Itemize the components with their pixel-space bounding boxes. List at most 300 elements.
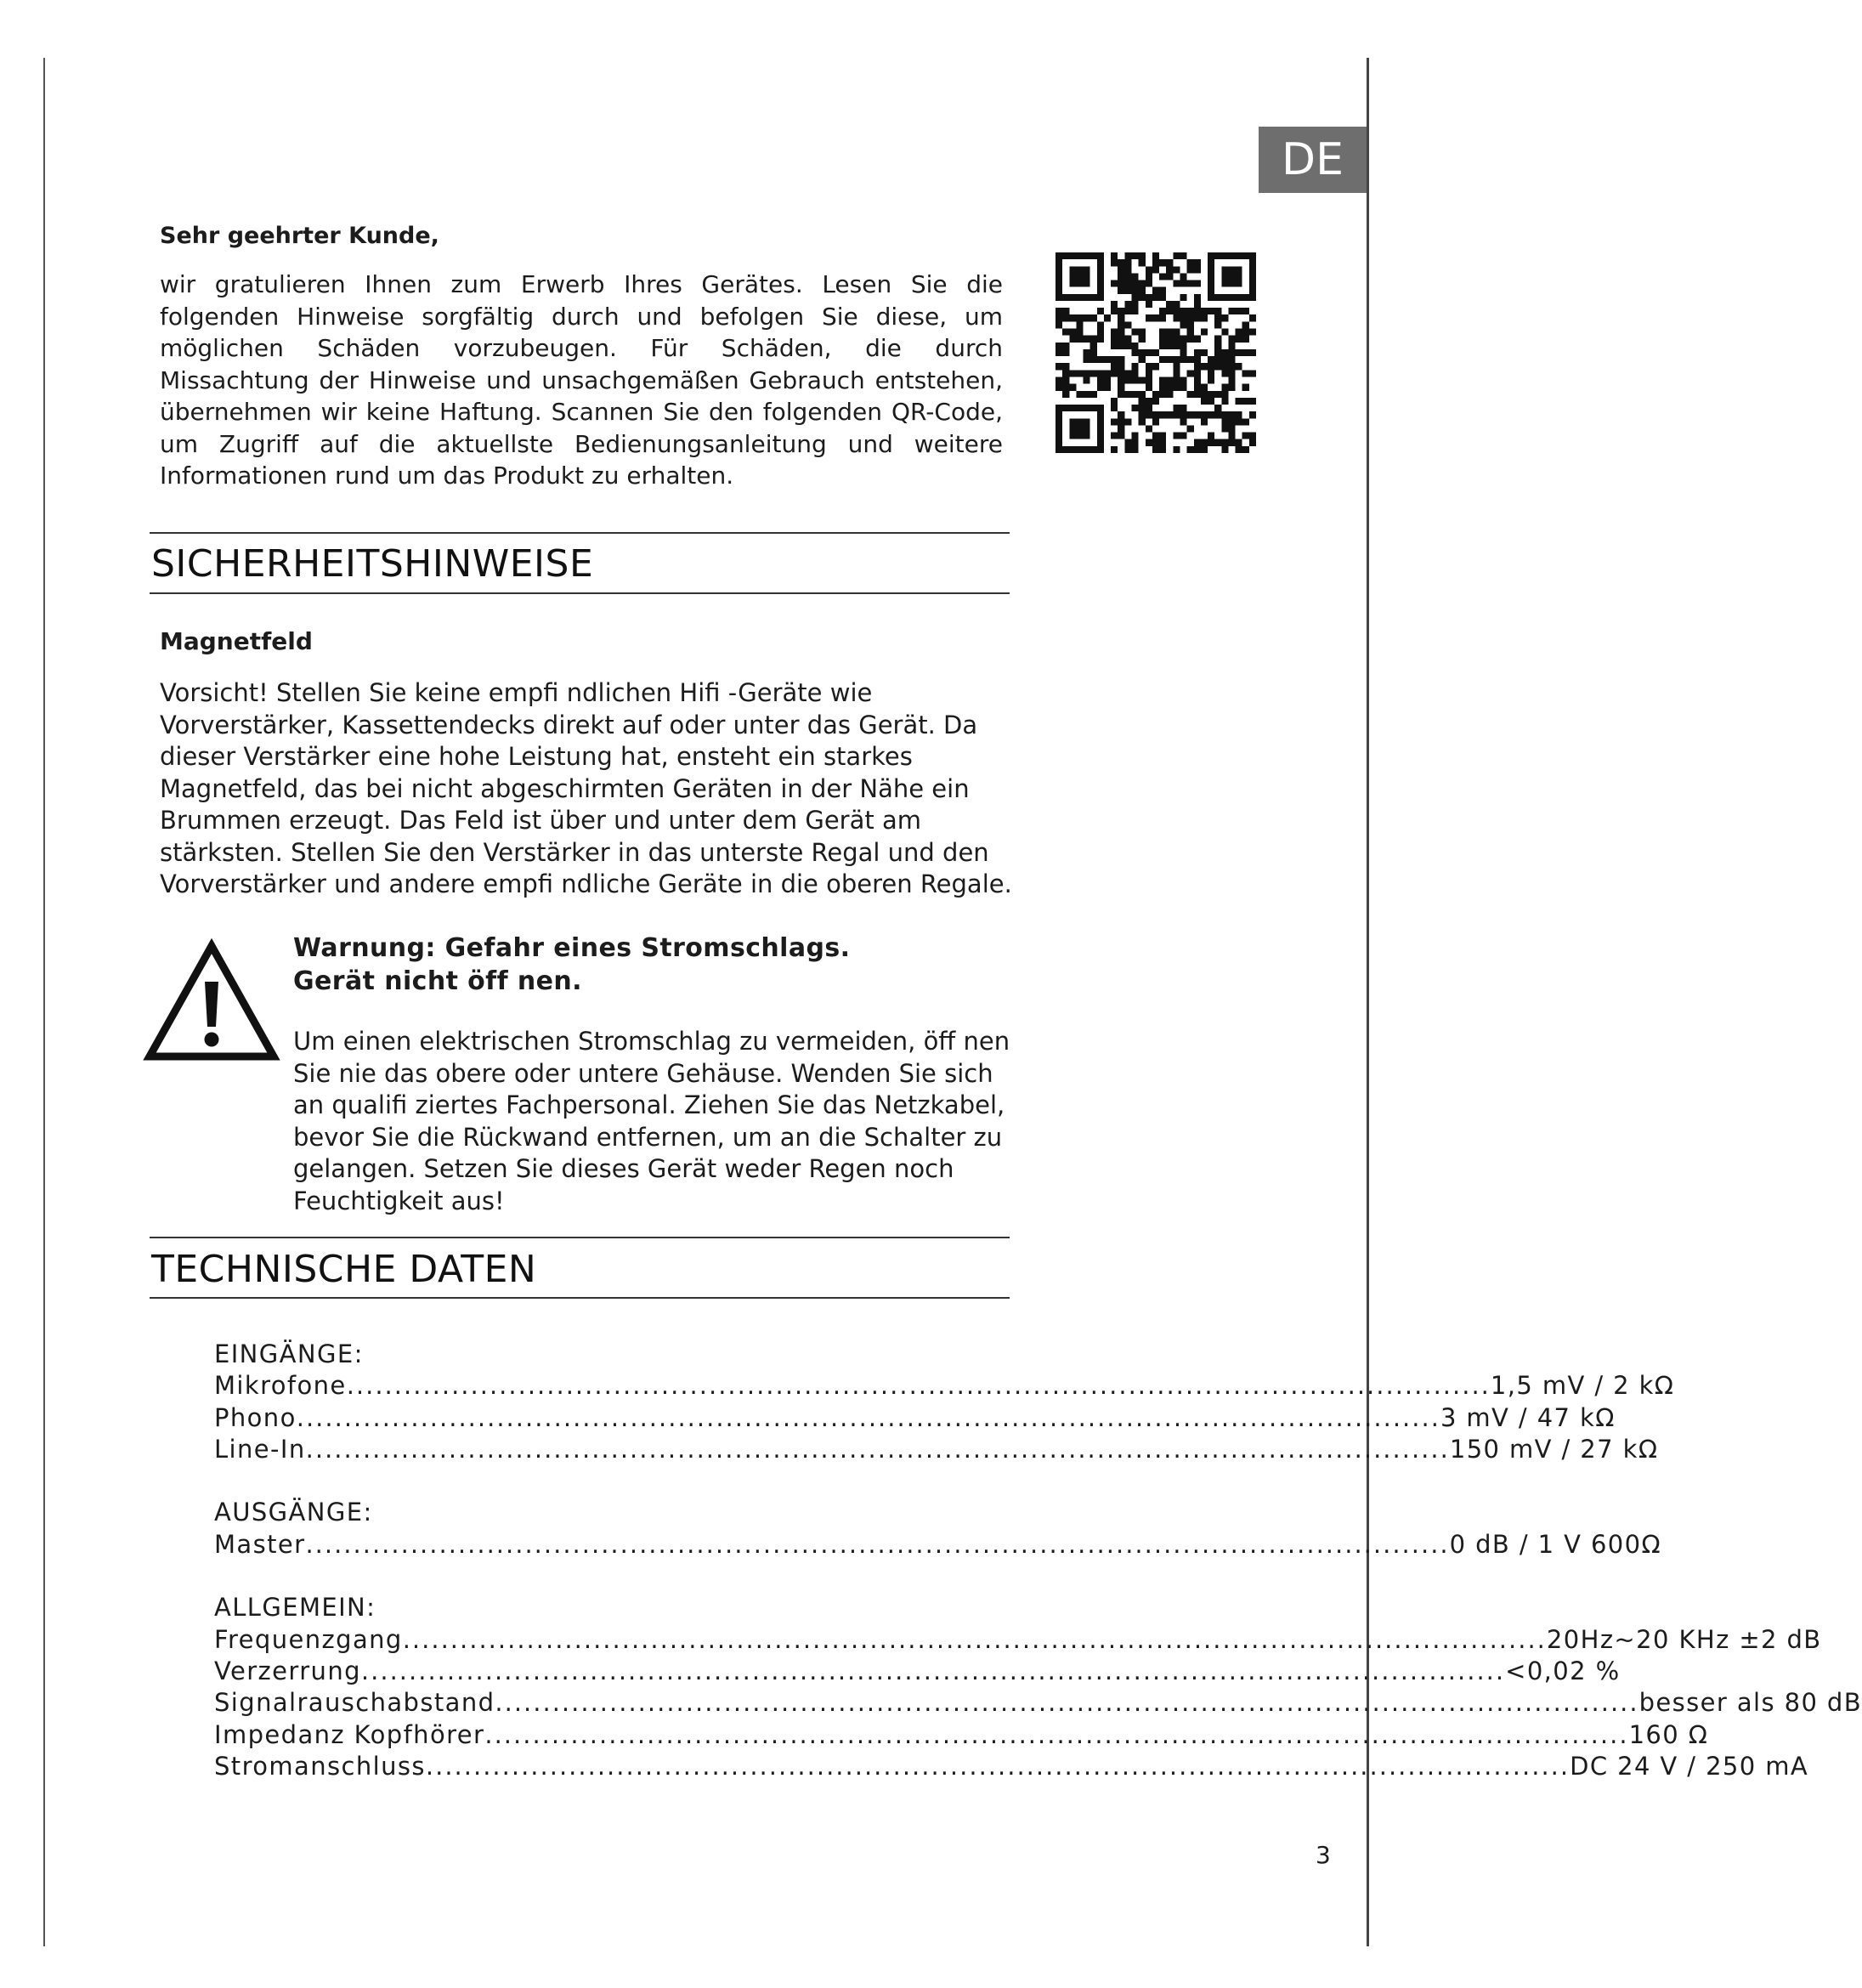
qr-module: [1132, 377, 1139, 383]
qr-module: [1069, 336, 1076, 343]
qr-module: [1139, 356, 1146, 363]
qr-module: [1159, 259, 1166, 266]
warning-line-2: Gerät nicht öff nen.: [293, 966, 582, 996]
qr-module: [1097, 308, 1104, 314]
qr-module: [1173, 314, 1180, 321]
qr-module: [1159, 329, 1166, 336]
qr-module: [1111, 363, 1118, 370]
qr-module: [1139, 287, 1146, 294]
qr-module: [1132, 329, 1139, 336]
qr-module: [1062, 314, 1069, 321]
spec-value: 150 mV / 27 kΩ: [1449, 1434, 1659, 1464]
qr-module: [1104, 356, 1111, 363]
qr-module: [1111, 356, 1118, 363]
qr-module: [1146, 273, 1152, 280]
qr-module: [1124, 377, 1131, 383]
qr-module: [1139, 405, 1146, 411]
qr-module: [1236, 446, 1242, 453]
safety-section-title: SICHERHEITSHINWEISE: [151, 542, 594, 586]
qr-module: [1132, 349, 1139, 356]
spec-value: 3 mV / 47 kΩ: [1440, 1402, 1616, 1432]
qr-module: [1132, 273, 1139, 280]
qr-module: [1152, 363, 1159, 370]
qr-module: [1228, 356, 1235, 363]
qr-module: [1194, 266, 1201, 273]
spec-row: [214, 1751, 1809, 1782]
spec-group-heading: ALLGEMEIN:: [214, 1593, 376, 1623]
qr-module: [1056, 377, 1062, 383]
qr-module: [1146, 301, 1152, 308]
qr-module: [1187, 308, 1194, 314]
qr-module: [1221, 314, 1228, 321]
qr-module: [1236, 418, 1242, 425]
qr-module: [1097, 384, 1104, 391]
qr-module: [1111, 398, 1118, 405]
spec-leader: ........................................................................................................................: [305, 1434, 1450, 1464]
qr-module: [1214, 439, 1221, 446]
qr-module: [1152, 411, 1159, 418]
qr-module: [1152, 439, 1159, 446]
qr-module: [1062, 308, 1069, 314]
qr-module: [1139, 391, 1146, 398]
qr-module: [1139, 349, 1146, 356]
qr-module: [1201, 329, 1208, 336]
spec-leader: ........................................................................................................................: [484, 1719, 1629, 1749]
qr-module: [1208, 391, 1214, 398]
spec-label: Stromanschluss: [214, 1751, 426, 1781]
qr-module: [1180, 384, 1186, 391]
qr-module: [1249, 398, 1256, 405]
qr-module: [1201, 349, 1208, 356]
qr-module: [1201, 363, 1208, 370]
qr-module: [1228, 377, 1235, 383]
qr-module: [1166, 343, 1173, 349]
qr-module: [1146, 349, 1152, 356]
qr-module: [1118, 314, 1124, 321]
qr-module: [1228, 425, 1235, 432]
qr-module: [1242, 329, 1249, 336]
qr-module: [1056, 308, 1062, 314]
qr-code[interactable]: [1056, 252, 1256, 453]
qr-module: [1214, 336, 1221, 343]
qr-module: [1194, 259, 1201, 266]
qr-module: [1152, 433, 1159, 439]
qr-module: [1124, 343, 1131, 349]
qr-module: [1097, 370, 1104, 377]
qr-module: [1146, 384, 1152, 391]
spec-label: Phono: [214, 1402, 297, 1432]
qr-module: [1111, 280, 1118, 287]
qr-module: [1076, 336, 1083, 343]
qr-module: [1249, 370, 1256, 377]
qr-module: [1173, 446, 1180, 453]
qr-module: [1242, 321, 1249, 328]
spec-value: 20Hz~20 KHz ±2 dB: [1546, 1624, 1822, 1654]
qr-module: [1090, 336, 1097, 343]
qr-module: [1214, 343, 1221, 349]
qr-module: [1221, 411, 1228, 418]
section-rule-top: [150, 1237, 1010, 1238]
qr-module: [1139, 294, 1146, 301]
qr-module: [1180, 356, 1186, 363]
qr-module: [1124, 439, 1131, 446]
spec-leader: ........................................................................................................................: [402, 1624, 1547, 1654]
spec-value: <0,02 %: [1505, 1656, 1621, 1685]
qr-module: [1236, 411, 1242, 418]
qr-module: [1214, 308, 1221, 314]
qr-module: [1194, 363, 1201, 370]
qr-module: [1104, 370, 1111, 377]
qr-module: [1187, 329, 1194, 336]
qr-module: [1118, 259, 1124, 266]
qr-module: [1084, 349, 1090, 356]
qr-module: [1146, 266, 1152, 273]
qr-module: [1180, 349, 1186, 356]
page-border-left: [43, 58, 45, 1946]
qr-module: [1173, 343, 1180, 349]
qr-module: [1056, 343, 1062, 349]
spec-label: Verzerrung: [214, 1656, 361, 1685]
qr-module: [1187, 336, 1194, 343]
qr-module: [1124, 252, 1131, 259]
qr-module: [1139, 418, 1146, 425]
qr-module: [1159, 446, 1166, 453]
qr-module: [1084, 314, 1090, 321]
qr-module: [1228, 384, 1235, 391]
qr-module: [1221, 398, 1228, 405]
qr-module: [1159, 294, 1166, 301]
section-rule-bottom: [150, 1297, 1010, 1299]
greeting: Sehr geehrter Kunde,: [160, 223, 439, 249]
qr-module: [1152, 314, 1159, 321]
qr-module: [1084, 370, 1090, 377]
qr-module: [1124, 370, 1131, 377]
qr-module: [1221, 439, 1228, 446]
qr-module: [1221, 425, 1228, 432]
qr-module: [1180, 411, 1186, 418]
qr-module: [1228, 418, 1235, 425]
qr-module: [1180, 377, 1186, 383]
qr-module: [1159, 343, 1166, 349]
qr-module: [1214, 314, 1221, 321]
qr-module: [1194, 280, 1201, 287]
spec-group-heading: EINGÄNGE:: [214, 1339, 364, 1368]
qr-module: [1132, 287, 1139, 294]
spec-value: 160 Ω: [1628, 1719, 1709, 1749]
qr-module: [1201, 411, 1208, 418]
qr-module: [1228, 370, 1235, 377]
qr-module: [1139, 336, 1146, 343]
qr-module: [1249, 314, 1256, 321]
qr-module: [1118, 418, 1124, 425]
qr-module: [1069, 384, 1076, 391]
spec-group-heading: AUSGÄNGE:: [214, 1498, 373, 1527]
qr-module: [1152, 398, 1159, 405]
qr-module: [1180, 294, 1186, 301]
qr-module: [1173, 266, 1180, 273]
spec-label: Line-In: [214, 1434, 306, 1464]
qr-module: [1173, 411, 1180, 418]
qr-module: [1097, 377, 1104, 383]
qr-module: [1249, 439, 1256, 446]
spec-row: [214, 1624, 1822, 1656]
qr-module: [1242, 398, 1249, 405]
qr-module: [1152, 266, 1159, 273]
spec-row: [214, 1656, 1621, 1687]
qr-module: [1152, 287, 1159, 294]
qr-module: [1187, 280, 1194, 287]
qr-module: [1097, 336, 1104, 343]
spec-row: [214, 1434, 1659, 1465]
qr-module: [1214, 411, 1221, 418]
qr-module: [1180, 314, 1186, 321]
qr-module: [1228, 308, 1235, 314]
qr-module: [1236, 363, 1242, 370]
qr-module: [1111, 259, 1118, 266]
language-tab: DE: [1259, 127, 1367, 193]
qr-module: [1221, 349, 1228, 356]
qr-module: [1139, 377, 1146, 383]
qr-module: [1118, 377, 1124, 383]
qr-module: [1090, 356, 1097, 363]
warning-text: Um einen elektrischen Stromschlag zu vermeiden, öff nen Sie nie das obere oder untere Gehäuse. Wenden Sie sich an qualifi ziertes Fachpersonal. Ziehen Sie das Netzkabel, bevor Sie die Rückwand entfernen, um an die Schalter zu gelangen. Setzen Sie dieses Gerät weder Regen noch Feuchtigkeit aus!: [293, 1027, 1010, 1215]
qr-module: [1228, 363, 1235, 370]
qr-module: [1118, 411, 1124, 418]
qr-module: [1236, 329, 1242, 336]
qr-module: [1166, 266, 1173, 273]
qr-module: [1062, 349, 1069, 356]
qr-module: [1152, 259, 1159, 266]
qr-module: [1249, 329, 1256, 336]
qr-module: [1132, 363, 1139, 370]
qr-module: [1159, 411, 1166, 418]
qr-module: [1180, 433, 1186, 439]
qr-module: [1166, 384, 1173, 391]
qr-module: [1132, 405, 1139, 411]
qr-module: [1090, 343, 1097, 349]
qr-module: [1146, 398, 1152, 405]
qr-module: [1173, 336, 1180, 343]
qr-module: [1118, 384, 1124, 391]
qr-module: [1132, 252, 1139, 259]
qr-module: [1159, 314, 1166, 321]
qr-module: [1124, 273, 1131, 280]
qr-module: [1194, 356, 1201, 363]
qr-module: [1194, 446, 1201, 453]
qr-module: [1152, 391, 1159, 398]
qr-module: [1228, 433, 1235, 439]
qr-module: [1208, 439, 1214, 446]
qr-module: [1201, 418, 1208, 425]
qr-module: [1132, 446, 1139, 453]
qr-module: [1124, 287, 1131, 294]
qr-module: [1111, 433, 1118, 439]
qr-module: [1139, 411, 1146, 418]
qr-module: [1221, 384, 1228, 391]
qr-module: [1180, 280, 1186, 287]
qr-module: [1111, 343, 1118, 349]
qr-module: [1056, 321, 1062, 328]
qr-module: [1076, 321, 1083, 328]
qr-module: [1166, 259, 1173, 266]
qr-module: [1118, 425, 1124, 432]
qr-module: [1146, 425, 1152, 432]
qr-module: [1139, 329, 1146, 336]
qr-module: [1097, 321, 1104, 328]
qr-module: [1187, 321, 1194, 328]
qr-module: [1118, 363, 1124, 370]
qr-module: [1069, 314, 1076, 321]
qr-module: [1166, 377, 1173, 383]
qr-module: [1146, 377, 1152, 383]
qr-module: [1173, 356, 1180, 363]
qr-module: [1118, 308, 1124, 314]
qr-module: [1208, 433, 1214, 439]
qr-module: [1194, 391, 1201, 398]
qr-module: [1062, 343, 1069, 349]
qr-module: [1132, 343, 1139, 349]
qr-module: [1208, 308, 1214, 314]
qr-module: [1104, 384, 1111, 391]
qr-module: [1173, 405, 1180, 411]
qr-module: [1062, 363, 1069, 370]
qr-module: [1152, 252, 1159, 259]
qr-module: [1118, 370, 1124, 377]
qr-module: [1173, 280, 1180, 287]
qr-module: [1118, 329, 1124, 336]
qr-module: [1069, 329, 1076, 336]
spec-leader: ........................................................................................................................: [305, 1529, 1450, 1559]
qr-module: [1084, 391, 1090, 398]
qr-module: [1173, 308, 1180, 314]
qr-module: [1132, 294, 1139, 301]
qr-module: [1236, 349, 1242, 356]
qr-module: [1084, 356, 1090, 363]
qr-module: [1111, 329, 1118, 336]
tech-section-title: TECHNISCHE DATEN: [151, 1248, 537, 1291]
qr-module: [1228, 349, 1235, 356]
qr-module: [1159, 273, 1166, 280]
qr-module: [1187, 425, 1194, 432]
qr-module: [1221, 356, 1228, 363]
qr-module: [1180, 252, 1186, 259]
qr-module: [1187, 314, 1194, 321]
qr-module: [1228, 439, 1235, 446]
qr-module: [1076, 391, 1083, 398]
qr-module: [1242, 349, 1249, 356]
qr-module: [1228, 343, 1235, 349]
qr-module: [1242, 418, 1249, 425]
qr-module: [1097, 329, 1104, 336]
qr-module: [1249, 433, 1256, 439]
qr-module: [1242, 433, 1249, 439]
spec-leader: ........................................................................................................................: [495, 1688, 1639, 1718]
qr-module: [1111, 446, 1118, 453]
qr-module: [1097, 356, 1104, 363]
spec-label: Mikrofone: [214, 1371, 347, 1401]
spec-row: [214, 1529, 1662, 1560]
qr-module: [1084, 336, 1090, 343]
qr-module: [1132, 280, 1139, 287]
qr-module: [1111, 370, 1118, 377]
spec-leader: ........................................................................................................................: [346, 1371, 1491, 1401]
qr-module: [1201, 314, 1208, 321]
qr-module: [1124, 280, 1131, 287]
qr-module: [1146, 363, 1152, 370]
qr-module: [1090, 349, 1097, 356]
spec-label: Master: [214, 1529, 306, 1559]
qr-module: [1194, 336, 1201, 343]
qr-module: [1166, 391, 1173, 398]
warning-triangle-icon: [143, 939, 280, 1063]
qr-module: [1159, 287, 1166, 294]
qr-module: [1208, 370, 1214, 377]
qr-module: [1118, 273, 1124, 280]
qr-module: [1124, 391, 1131, 398]
qr-module: [1076, 329, 1083, 336]
qr-module: [1187, 356, 1194, 363]
qr-module: [1056, 384, 1062, 391]
qr-module: [1118, 336, 1124, 343]
qr-module: [1194, 301, 1201, 308]
qr-module: [1118, 433, 1124, 439]
qr-module: [1214, 321, 1221, 328]
spec-label: Signalrauschabstand: [214, 1688, 495, 1718]
qr-module: [1132, 370, 1139, 377]
qr-module: [1173, 433, 1180, 439]
section-rule-top: [150, 532, 1010, 534]
spec-label: Frequenzgang: [214, 1624, 403, 1654]
qr-module: [1062, 370, 1069, 377]
qr-module: [1194, 439, 1201, 446]
qr-module: [1062, 329, 1069, 336]
qr-module: [1166, 411, 1173, 418]
qr-module: [1187, 391, 1194, 398]
qr-module: [1221, 391, 1228, 398]
spec-value: 1,5 mV / 2 kΩ: [1490, 1371, 1675, 1401]
qr-module: [1194, 411, 1201, 418]
qr-module: [1132, 439, 1139, 446]
qr-module: [1201, 398, 1208, 405]
warning-line-1: Warnung: Gefahr eines Stromschlags.: [293, 933, 851, 963]
qr-module: [1152, 418, 1159, 425]
qr-module: [1111, 301, 1118, 308]
qr-module: [1214, 391, 1221, 398]
qr-module: [1111, 336, 1118, 343]
spec-value: 0 dB / 1 V 600Ω: [1449, 1529, 1662, 1559]
qr-module: [1242, 446, 1249, 453]
qr-module: [1152, 294, 1159, 301]
qr-module: [1242, 370, 1249, 377]
qr-module: [1124, 266, 1131, 273]
qr-module: [1166, 329, 1173, 336]
qr-module: [1194, 314, 1201, 321]
qr-module: [1173, 384, 1180, 391]
qr-module: [1221, 418, 1228, 425]
qr-module: [1180, 336, 1186, 343]
qr-module: [1146, 314, 1152, 321]
qr-module: [1236, 439, 1242, 446]
spec-value: DC 24 V / 250 mA: [1570, 1751, 1809, 1781]
qr-module: [1132, 391, 1139, 398]
intro-paragraph: wir gratulieren Ihnen zum Erwerb Ihres Gerätes. Lesen Sie die folgenden Hinweise sorgfältig durch und befolgen Sie diese, um möglichen Schäden vorzubeugen. Für Schäden, die durch Missachtung der Hinweise und unsachgemäßen Gebrauch entstehen, übernehmen wir keine Haftung. Scannen Sie den folgenden QR-Code, um Zugriff auf die aktuellste Bedienungsanleitung und weitere Informationen rund um das Produkt zu erhalten.: [160, 270, 1003, 490]
qr-module: [1090, 370, 1097, 377]
qr-module: [1194, 308, 1201, 314]
qr-module: [1221, 370, 1228, 377]
qr-module: [1056, 363, 1062, 370]
qr-module: [1159, 308, 1166, 314]
qr-module: [1159, 439, 1166, 446]
